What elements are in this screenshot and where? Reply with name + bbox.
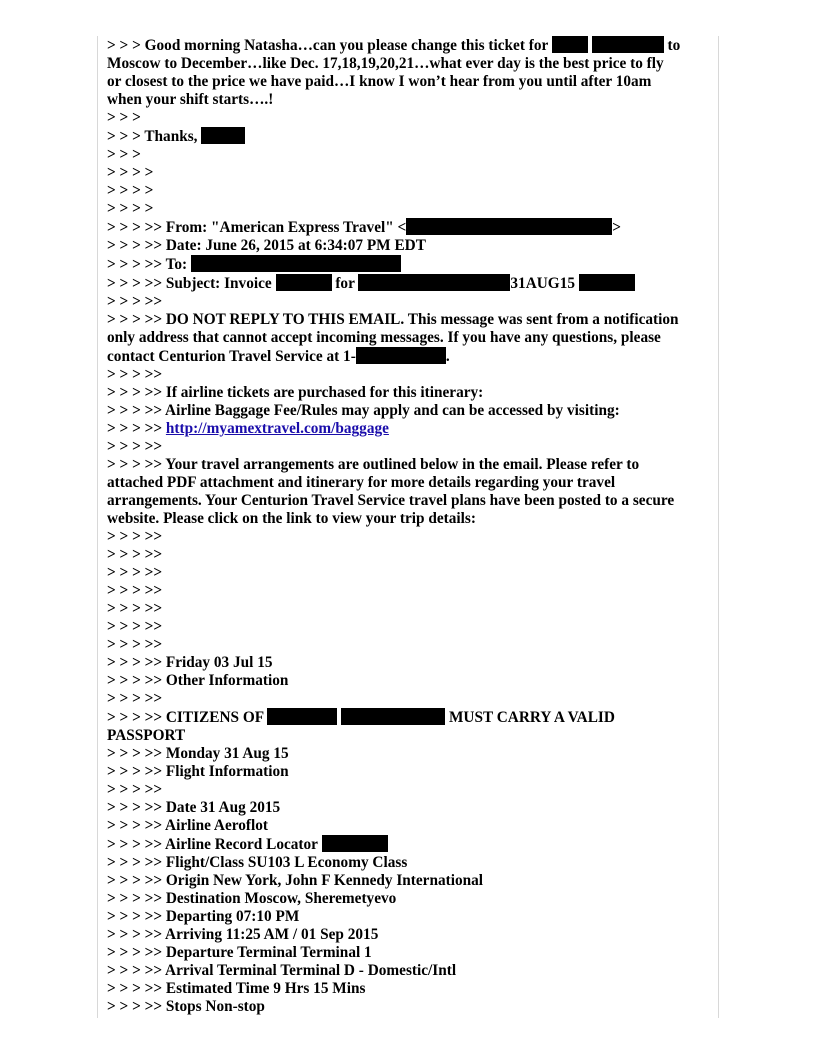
email-line: > > > >> Date 31 Aug 2015 <box>107 799 281 816</box>
email-line: PASSPORT <box>107 727 186 744</box>
redaction-block <box>201 127 245 144</box>
email-line <box>107 835 707 854</box>
email-line: > > > >> <box>107 781 163 798</box>
redaction-block <box>276 274 332 291</box>
email-line: > > > >> <box>107 528 163 545</box>
text: 31AUG15 <box>510 275 579 292</box>
email-header-date: > > > >> Date: June 26, 2015 at 6:34:07 PM EDT <box>107 237 426 254</box>
redaction-block <box>191 255 401 272</box>
email-line: or closest to the price we have paid…I know I won’t hear from you until after 10am <box>107 73 652 90</box>
email-line <box>107 36 707 55</box>
email-line: > > > >> <box>107 293 163 310</box>
redaction-block <box>356 347 446 364</box>
text: > <box>612 219 621 236</box>
text: contact Centurion Travel Service at 1- <box>107 348 356 365</box>
email-line <box>107 420 707 438</box>
email-line: > > > >> Origin New York, John F Kennedy International <box>107 872 484 889</box>
email-line: > > > >> <box>107 582 163 599</box>
text: MUST CARRY A VALID <box>445 709 615 726</box>
email-line: > > > >> Departure Terminal Terminal 1 <box>107 944 372 961</box>
email-line: > > > >> Arriving 11:25 AM / 01 Sep 2015 <box>107 926 379 943</box>
email-line: > > > >> Flight Information <box>107 763 289 780</box>
email-line: > > > >> <box>107 690 163 707</box>
email-line: > > > >> Your travel arrangements are outlined below in the email. Please refer to <box>107 456 640 473</box>
text: > > > >> <box>107 420 166 437</box>
email-line: Moscow to December…like Dec. 17,18,19,20,21…what ever day is the best price to fly <box>107 55 664 72</box>
email-line: > > > >> <box>107 564 163 581</box>
email-line: > > > <box>107 146 141 163</box>
email-header-to <box>107 255 707 274</box>
email-line: > > > >> <box>107 618 163 635</box>
text: > > > Thanks, <box>107 128 202 145</box>
email-line: > > > >> If airline tickets are purchased for this itinerary: <box>107 384 484 401</box>
redaction-block <box>406 218 612 235</box>
email-line: website. Please click on the link to view your trip details: <box>107 510 476 527</box>
redaction-block <box>579 274 635 291</box>
email-line: > > > >> <box>107 366 163 383</box>
text: > > > Good morning Natasha…can you please change this ticket for <box>107 37 552 54</box>
email-line: > > > >> Flight/Class SU103 L Economy Class <box>107 854 408 871</box>
email-line: > > > >> Other Information <box>107 672 289 689</box>
redaction-block <box>552 36 588 53</box>
email-line: only address that cannot accept incoming messages. If you have any questions, please <box>107 329 661 346</box>
text: > > > >> From: "American Express Travel" < <box>107 219 407 236</box>
text: for <box>331 275 359 292</box>
text: > > > >> Subject: Invoice <box>107 275 276 292</box>
email-line <box>107 347 707 366</box>
email-line: > > > >> <box>107 636 163 653</box>
redaction-block <box>267 708 337 725</box>
email-header-from <box>107 218 707 237</box>
email-line: when your shift starts….! <box>107 91 274 108</box>
redaction-block <box>322 835 388 852</box>
email-line: > > > >> Airline Baggage Fee/Rules may apply and can be accessed by visiting: <box>107 402 620 419</box>
email-line: arrangements. Your Centurion Travel Service travel plans have been posted to a secure <box>107 492 675 509</box>
email-line: > > > >> Arrival Terminal Terminal D - Domestic/Intl <box>107 962 457 979</box>
redaction-block <box>358 274 510 291</box>
text: to <box>663 37 681 54</box>
email-line: > > > > <box>107 200 154 217</box>
email-line: > > > >> <box>107 546 163 563</box>
email-line <box>107 127 707 146</box>
baggage-link[interactable]: http://myamextravel.com/baggage <box>165 420 389 437</box>
email-line: > > > >> Friday 03 Jul 15 <box>107 654 273 671</box>
email-line: > > > >> Airline Aeroflot <box>107 817 268 834</box>
email-line: > > > >> Estimated Time 9 Hrs 15 Mins <box>107 980 366 997</box>
email-line: > > > > <box>107 182 154 199</box>
text: > > > >> To: <box>107 256 191 273</box>
text: > > > >> CITIZENS OF <box>107 709 268 726</box>
email-line: > > > >> Monday 31 Aug 15 <box>107 745 289 762</box>
email-line: > > > >> Departing 07:10 PM <box>107 908 300 925</box>
email-line: > > > >> DO NOT REPLY TO THIS EMAIL. This message was sent from a notification <box>107 311 679 328</box>
email-line: > > > >> Stops Non-stop <box>107 998 265 1015</box>
email-header-subject <box>107 274 707 293</box>
email-line: > > > >> Destination Moscow, Sheremetyevo <box>107 890 397 907</box>
redaction-block <box>341 708 445 725</box>
email-line: > > > <box>107 109 141 126</box>
email-line <box>107 708 707 727</box>
email-line: > > > > <box>107 164 154 181</box>
email-line: > > > >> <box>107 600 163 617</box>
text: > > > >> Airline Record Locator <box>107 836 322 853</box>
email-line: > > > >> <box>107 438 163 455</box>
text: . <box>445 348 450 365</box>
email-body <box>107 36 707 1016</box>
email-line: attached PDF attachment and itinerary for more details regarding your travel <box>107 474 616 491</box>
redaction-block <box>592 36 664 53</box>
